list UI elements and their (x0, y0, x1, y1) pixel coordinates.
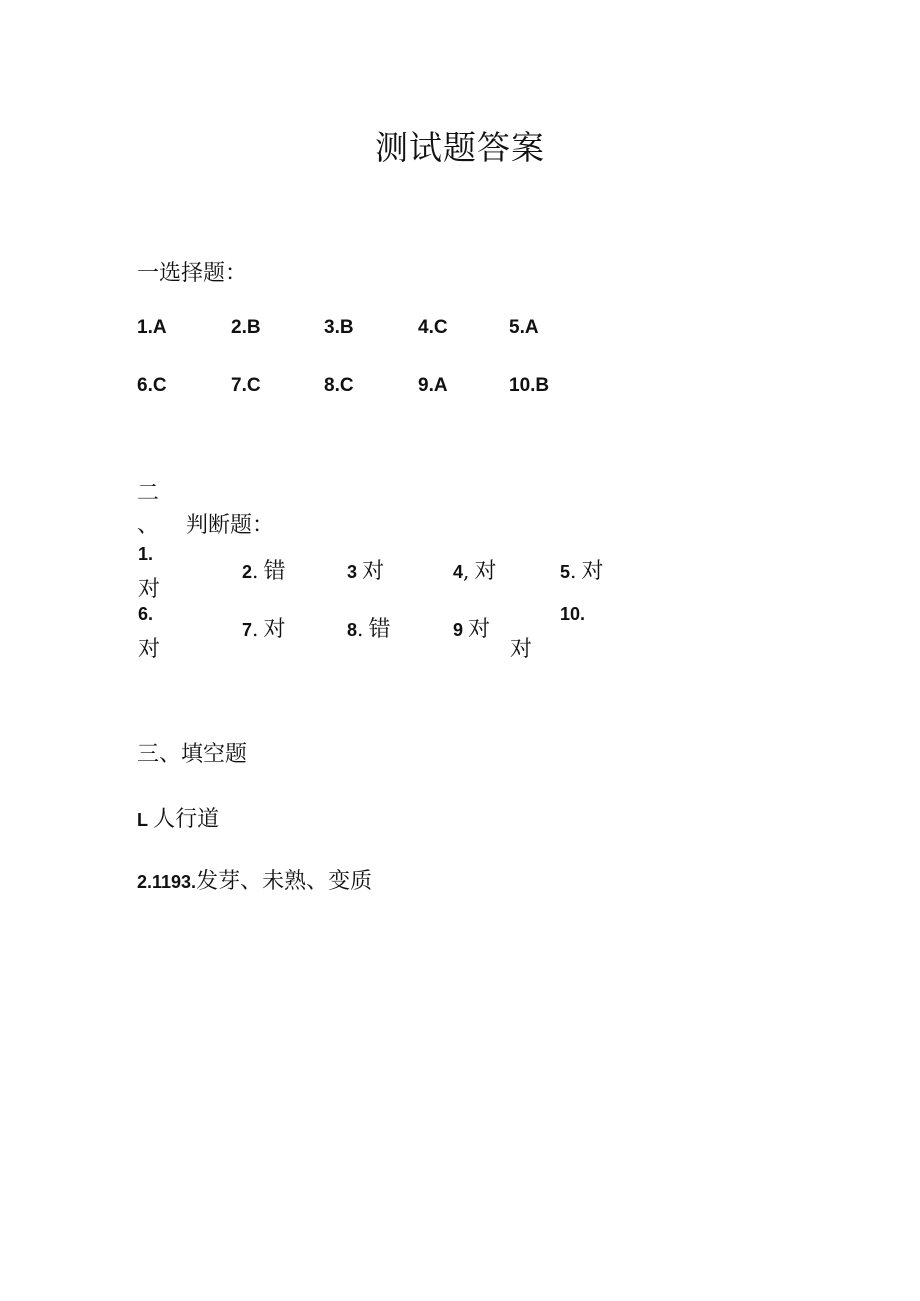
tf-value-1: 对 (138, 577, 161, 602)
tf-item-2 (242, 554, 285, 585)
section3-heading: 三、填空题 (137, 742, 248, 767)
judgment-answers (130, 538, 650, 662)
fill-answer-1 (137, 802, 219, 833)
tf-number-3: 3 (347, 562, 358, 582)
tf-value-3: 对 (362, 559, 385, 584)
mc-answer-5: 5.A (509, 317, 539, 338)
tf-punct-2: . (252, 559, 259, 583)
tf-number-1: 1. (138, 544, 154, 564)
tf-number-5: 5 (560, 562, 571, 582)
tf-value-4: 对 (474, 559, 497, 584)
tf-punct-4: , (463, 559, 470, 583)
section2-heading-numeral: 二 (137, 481, 160, 506)
mc-answer-2: 2.B (231, 317, 261, 338)
tf-value-9: 对 (468, 617, 491, 642)
fill-text-2: 发芽、未熟、变质 (196, 869, 373, 894)
mc-answer-10: 10.B (509, 375, 550, 396)
tf-number-2: 2 (242, 562, 253, 582)
tf-item-5 (560, 554, 603, 585)
tf-number-8: 8 (347, 620, 358, 640)
tf-value-7: 对 (263, 617, 286, 642)
tf-item-4 (453, 554, 496, 585)
mc-answer-7: 7.C (231, 375, 261, 396)
tf-punct-7: . (252, 617, 259, 641)
mc-answer-1: 1.A (137, 317, 167, 338)
tf-item-8 (347, 612, 390, 643)
mc-answer-8: 8.C (324, 375, 354, 396)
tf-value-10: 对 (510, 637, 533, 662)
tf-number-6: 6. (138, 604, 154, 624)
fill-answer-2 (137, 864, 372, 895)
mc-answer-4: 4.C (418, 317, 448, 338)
tf-value-6: 对 (138, 637, 161, 662)
fill-number-1: L (137, 810, 148, 830)
tf-item-9 (453, 612, 490, 643)
tf-number-10: 10. (560, 604, 586, 624)
tf-value-2: 错 (263, 559, 286, 584)
tf-number-4: 4 (453, 562, 464, 582)
tf-punct-5: . (570, 559, 577, 583)
section2-heading-separator: 、 (137, 513, 160, 538)
tf-item-3 (347, 554, 384, 585)
tf-value-5: 对 (581, 559, 604, 584)
tf-value-8: 错 (368, 617, 391, 642)
document-title: 测试题答案 (375, 128, 545, 167)
mc-answer-3: 3.B (324, 317, 354, 338)
tf-number-9: 9 (453, 620, 464, 640)
section2-heading-text: 判断题： (186, 513, 275, 538)
tf-number-7: 7 (242, 620, 253, 640)
fill-text-1: 人行道 (153, 807, 220, 832)
section1-heading: 一选择题： (137, 261, 248, 286)
tf-item-7 (242, 612, 285, 643)
mc-answer-9: 9.A (418, 375, 448, 396)
tf-punct-8: . (357, 617, 364, 641)
fill-number-2: 2.1193. (137, 872, 197, 892)
mc-answer-6: 6.C (137, 375, 167, 396)
